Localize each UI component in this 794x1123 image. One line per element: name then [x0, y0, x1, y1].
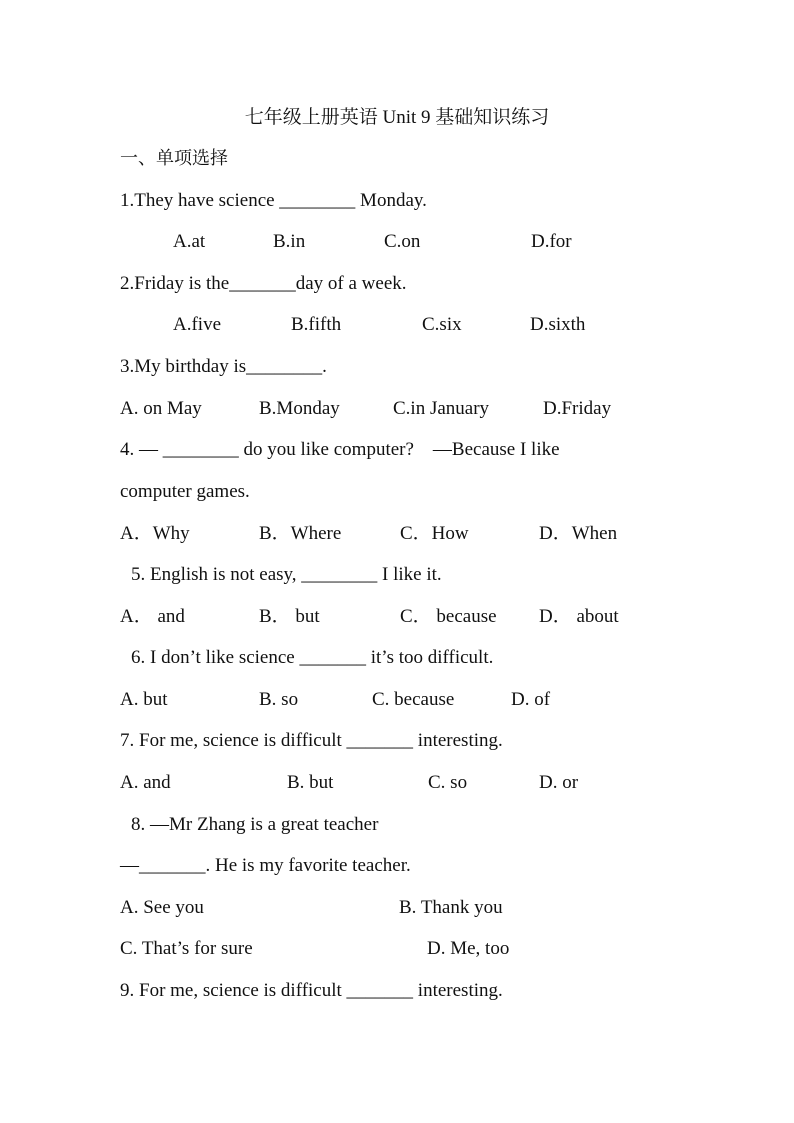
question-2-option-b: B.fifth	[291, 314, 342, 335]
question-3-option-b: B.Monday	[259, 398, 340, 419]
question-7-stem: 7. For me, science is difficult _______ interesting.	[120, 730, 503, 751]
question-6-option-a: A. but	[120, 689, 168, 710]
question-3-option-c: C.in January	[393, 398, 490, 419]
question-6-option-b: B. so	[259, 689, 299, 710]
question-4-option-c: C．How	[400, 523, 469, 544]
question-3-stem: 3.My birthday is________.	[120, 356, 327, 377]
question-8-option-d: D. Me, too	[427, 938, 510, 959]
question-8-option-a: A. See you	[120, 897, 204, 918]
question-8-option-c: C. That’s for sure	[120, 938, 253, 959]
question-4-option-d: D．When	[539, 523, 618, 544]
question-2-option-d: D.sixth	[530, 314, 586, 335]
question-4-option-a: A．Why	[120, 523, 190, 544]
question-4-stem: 4. — ________ do you like computer? —Because I like	[120, 439, 560, 460]
question-2-option-a: A.five	[173, 314, 222, 335]
question-5-option-a: A． and	[120, 606, 185, 627]
question-5-stem: 5. English is not easy, ________ I like it.	[131, 564, 442, 585]
question-3-option-d: D.Friday	[543, 398, 612, 419]
question-9-stem: 9. For me, science is difficult _______ interesting.	[120, 980, 503, 1001]
question-7-option-b: B. but	[287, 772, 334, 793]
question-5-option-c: C． because	[400, 606, 497, 627]
question-3-option-a: A. on May	[120, 398, 202, 419]
question-4-stem-continued: computer games.	[120, 481, 250, 502]
section-heading: 一、单项选择	[120, 148, 228, 169]
question-7-option-d: D. or	[539, 772, 579, 793]
question-1-option-d: D.for	[531, 231, 572, 252]
question-1-option-c: C.on	[384, 231, 421, 252]
question-5-option-d: D． about	[539, 606, 619, 627]
question-8-stem-continued: —_______. He is my favorite teacher.	[120, 855, 411, 876]
question-1-option-b: B.in	[273, 231, 306, 252]
question-6-option-c: C. because	[372, 689, 455, 710]
question-8-stem: 8. —Mr Zhang is a great teacher	[131, 814, 379, 835]
page-title: 七年级上册英语 Unit 9 基础知识练习	[244, 107, 550, 128]
question-7-option-a: A. and	[120, 772, 171, 793]
question-4-option-b: B．Where	[259, 523, 342, 544]
question-2-stem: 2.Friday is the_______day of a week.	[120, 273, 407, 294]
question-2-option-c: C.six	[422, 314, 462, 335]
question-1-option-a: A.at	[173, 231, 206, 252]
question-7-option-c: C. so	[428, 772, 468, 793]
question-6-option-d: D. of	[511, 689, 551, 710]
question-6-stem: 6. I don’t like science _______ it’s too difficult.	[131, 647, 494, 668]
question-8-option-b: B. Thank you	[399, 897, 503, 918]
question-5-option-b: B． but	[259, 606, 320, 627]
question-1-stem: 1.They have science ________ Monday.	[120, 190, 427, 211]
